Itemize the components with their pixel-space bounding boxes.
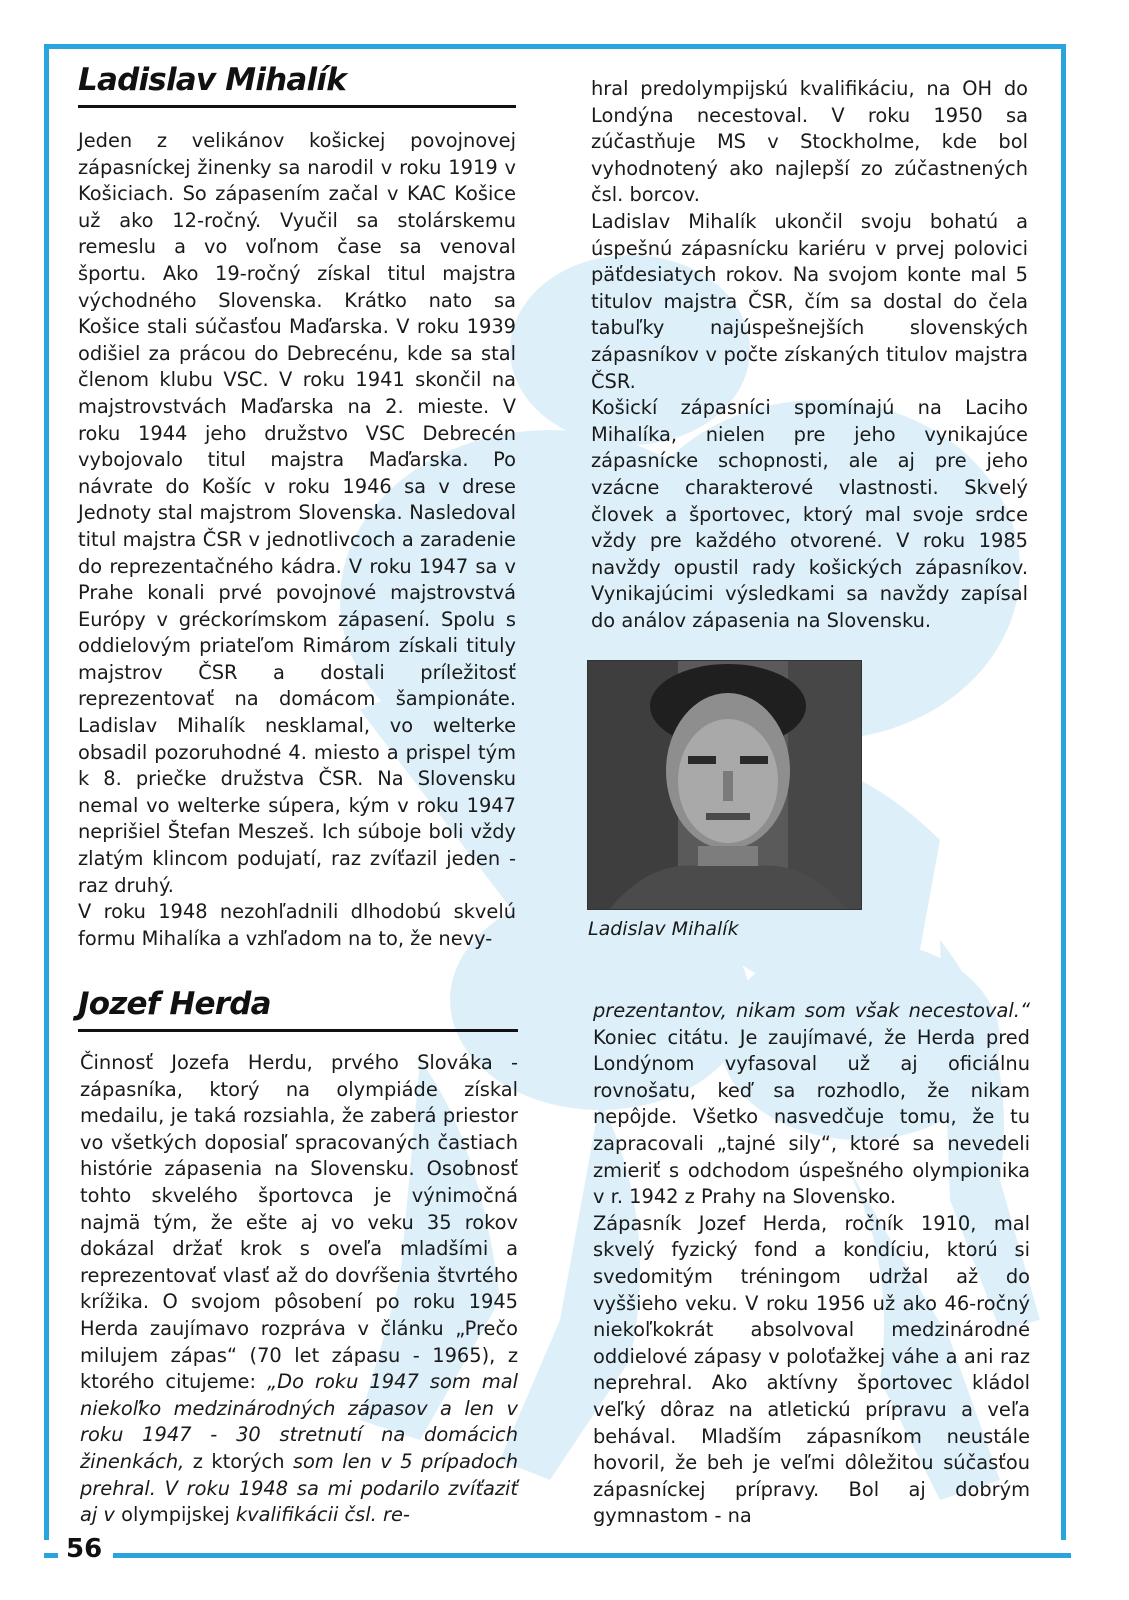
portrait-photo bbox=[587, 660, 862, 910]
article1-right-paragraph: hral predolympijskú kvalifikáciu, na OH do Londýna necestoval. V roku 1950 sa zúčastňuje MS v Stockholme, kde bol vyhodnotený ako najlepší zo zúčastnených čsl. borcov. bbox=[591, 77, 1028, 207]
article2-quote-b: z ktorých bbox=[184, 1449, 293, 1473]
article2-intro-text: Činnosť Jozefa Herdu, prvého Slováka - zápasníka, ktorý na olympiáde získal medailu, je taká rozsiahla, že zaberá priestor vo všetkých doposiaľ spracovaných častiach histórie zápasenia na Slovensku. Osobnosť tohto skvelého športovca je výnimočná najmä tým, že ešte aj vo veku 35 rokov dokázal držať krok s oveľa mladšími a reprezentovať vlasť až do dovŕšenia štvrtého krížika. O svojom pôsobení po roku 1945 Herda zaujímavo rozpráva v článku „Prečo milujem zápas“ (70 let zápasu - 1965), z ktorého citujeme: bbox=[80, 1051, 518, 1394]
article2-right-quote: prezentantov, nikam som však necestoval.“ bbox=[593, 999, 1030, 1022]
article1-left-paragraph: V roku 1948 nezohľadnili dlhodobú skvelú formu Mihalíka a vzhľadom na to, že nevy- bbox=[78, 900, 516, 950]
article1-right-column bbox=[591, 76, 1028, 634]
article1-right-paragraph: Ladislav Mihalík ukončil svoju bohatú a úspešnú zápasnícku kariéru v prvej polovici päťdesiatych rokov. Na svojom konte mal 5 titulov majstra ČSR, čím sa dostal do čela tabuľky najúspešnejších slovenských zápasníkov v počte získaných titulov majstra ČSR. bbox=[591, 209, 1028, 393]
article2-title-rule bbox=[78, 1029, 518, 1032]
article2-left-paragraph bbox=[80, 1050, 518, 1529]
article2-quote-a: „Do roku 1947 som mal niekoľko medzinárodných zápasov a len v roku 1947 - 30 stretnutí na domácich žinenkách, bbox=[80, 1370, 518, 1473]
photo-caption: Ladislav Mihalík bbox=[588, 918, 739, 940]
article2-right-paragraph bbox=[593, 998, 1030, 1211]
frame-bottom-right bbox=[113, 1553, 1071, 1558]
article2-quote-e: kvalifikácii čsl. re- bbox=[235, 1503, 410, 1527]
article2-right-column bbox=[593, 998, 1030, 1530]
article2-left-column bbox=[80, 1050, 518, 1529]
article1-title-rule bbox=[78, 105, 516, 108]
page-number: 56 bbox=[66, 1534, 103, 1564]
article2-title: Jozef Herda bbox=[78, 986, 271, 1022]
frame-bottom-left bbox=[44, 1553, 58, 1558]
article1-right-paragraph: Košickí zápasníci spomínajú na Laciho Mihalíka, nielen pre jeho vynikajúce zápasnícke schopnosti, ale aj pre jeho vzácne charakterové vlastnosti. Skvelý človek a športovec, ktorý mal svoje srdce vždy pre každého otvorené. V roku 1985 navždy opustil rady košických zápasníkov. Vynikajúcimi výsledkami sa navždy zapísal do análov zápasenia na Slovensku. bbox=[591, 396, 1028, 632]
article2-right-text: Koniec citátu. Je zaujímavé, že Herda pred Londýnom vyfasoval už aj oficiálnu rovnošatu, keď sa rozhodlo, že nikam nepôjde. Všetko nasvedčuje tomu, že tu zapracovali „tajné sily“, ktoré sa nevedeli zmieriť s odchodom úspešného olympionika v r. 1942 z Prahy na Slovensko. bbox=[593, 1025, 1030, 1209]
article2-right-paragraph: Zápasník Jozef Herda, ročník 1910, mal skvelý fyzický fond a kondíciu, ktorú si svedomitým tréningom udržal až do vyššieho veku. V roku 1956 už ako 46-ročný niekoľkokrát absolvoval medzinárodné oddielové zápasy v poloťažkej váhe a ani raz neprehral. Ako aktívny športovec kládol veľký dôraz na atletickú prípravu a veľa behával. Mladším zápasníkom neustále hovoril, že beh je veľmi dôležitou súčasťou zápasníckej prípravy. Bol aj dobrým gymnastom - na bbox=[593, 1211, 1030, 1528]
portrait-image bbox=[588, 661, 862, 910]
article2-quote-d: olympijskej bbox=[114, 1503, 236, 1527]
article2-quote-c: som len v 5 prípadoch prehral. V roku 1948 sa mi podarilo zvíťaziť aj v bbox=[80, 1449, 518, 1527]
article1-left-column bbox=[78, 128, 516, 952]
article1-title: Ladislav Mihalík bbox=[78, 62, 347, 98]
article1-left-paragraph: Jeden z velikánov košickej povojnovej zápasníckej žinenky sa narodil v roku 1919 v Košiciach. So zápasením začal v KAC Košice už ako 12-ročný. Vyučil sa stolárskemu remeslu a vo voľnom čase sa venoval športu. Ako 19-ročný získal titul majstra východného Slovenska. Krátko nato sa Košice stali súčasťou Maďarska. V roku 1939 odišiel za prácou do Debrecénu, kde sa stal členom klubu VSC. V roku 1941 skončil na majstrovstvách Maďarska na 2. mieste. V roku 1944 jeho družstvo VSC Debrecén vybojovalo titul majstra Maďarska. Po návrate do Košíc v roku 1946 sa v drese Jednoty stal majstrom Slovenska. Nasledoval titul majstra ČSR v jednotlivcoch a zaradenie do reprezentačného kádra. V roku 1947 sa v Prahe konali prvé povojnové majstrovstvá Európy v gréckorímskom zápasení. Spolu s oddielovým priateľom Rimárom získali tituly majstrov ČSR a dostali príležitosť reprezentovať na domácom šampionáte. Ladislav Mihalík nesklamal, vo welterke obsadil pozoruhodné 4. miesto a prispel tým k 8. priečke družstva ČSR. Na Slovensku nemal vo welterke súpera, kým v roku 1947 neprišiel Štefan Meszeš. Ich súboje boli vždy zlatým klincom podujatí, raz zvíťazil jeden - raz druhý. bbox=[78, 129, 516, 897]
